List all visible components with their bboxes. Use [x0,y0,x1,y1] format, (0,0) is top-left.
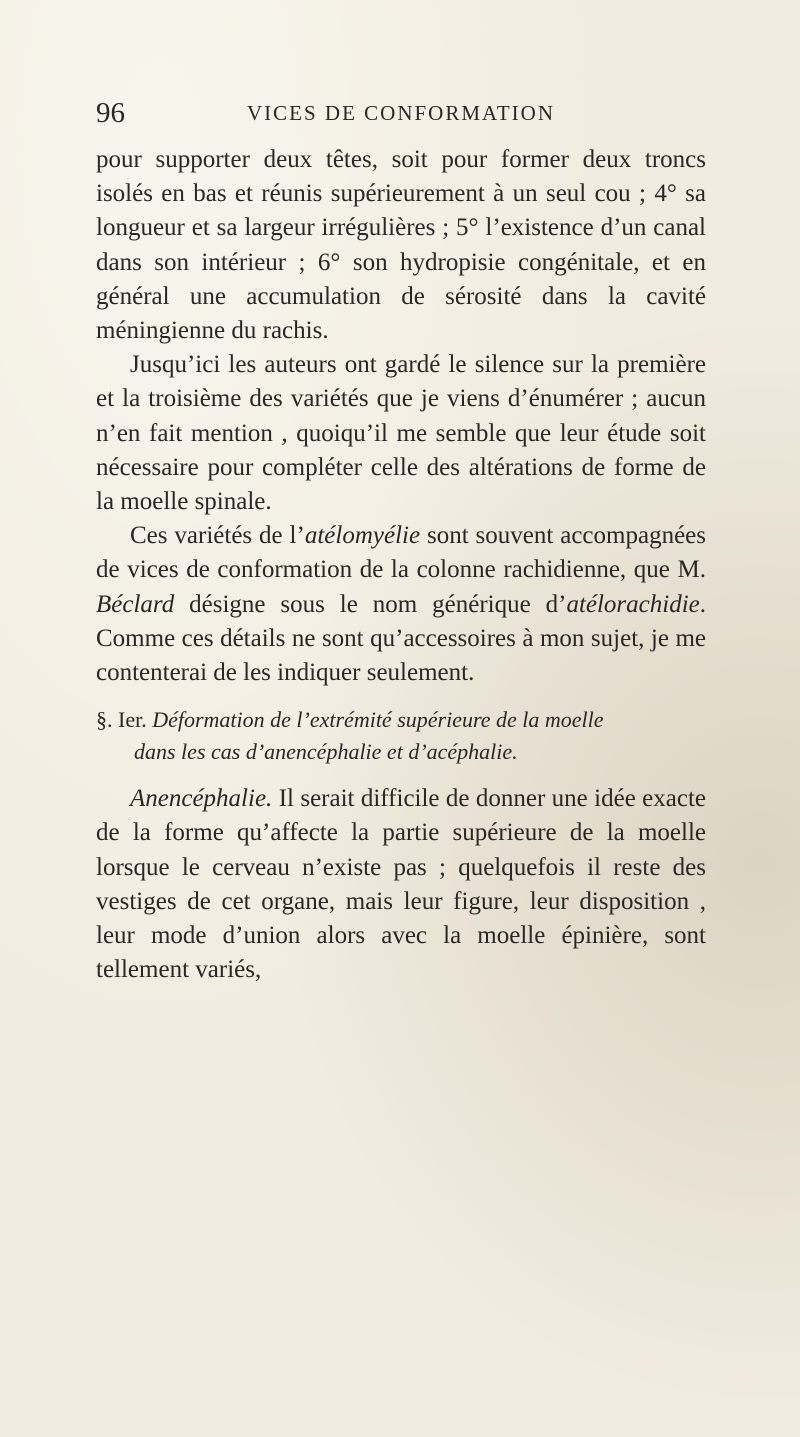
page-header [96,93,706,133]
section-heading [96,704,706,768]
section-title-line-2: dans les cas d’anencéphalie et d’acéphalie. [134,739,518,765]
paragraph-1: pour supporter deux têtes, soit pour former deux troncs isolés en bas et réunis supérieurement à un seul cou ; 4° sa longueur et sa largeur irrégulières ; 5° l’existence d’un canal dans son intérieur ; 6° son hydropisie congénitale, et en général une accumulation de sérosité dans la cavité méningienne du rachis. [96,146,706,345]
subsection-lead: Anencéphalie. [130,785,273,813]
paragraph-3-text-c: désigne sous le nom générique d’ [174,590,567,618]
running-title: VICES DE CONFORMATION [246,101,556,125]
paragraph-anencephalie-text: Il serait difficile de donner une idée exacte de la forme qu’affecte la partie supérieure de la moelle lorsque le cerveau n’existe pas ; quelquefois il reste des vestiges de cet organe, mais leur figure, leur disposition , leur mode d’union alors avec la moelle épinière, sont tellement variés, [96,785,706,984]
term-atelorachidie: atélorachidie [566,590,700,618]
paragraph-3-text-b: sont souvent accompagnées de vices de conformation de la colonne rachidienne, que M. [96,522,706,584]
section-title-line-1: Déformation de l’extrémité supérieure de la moelle [152,707,604,733]
term-atelomyelie: atélomyélie [304,522,421,550]
paragraph-2: Jusqu’ici les auteurs ont gardé le silence sur la première et la troisième des variétés que je viens d’énumérer ; aucun n’en fait mention , quoiqu’il me semble que leur étude soit nécessaire pour compléter celle des altérations de forme de la moelle spinale. [96,351,706,516]
section-number: §. Ier. [96,707,147,733]
paragraph-3-text-d: . Comme ces détails ne sont qu’accessoires à mon sujet, je me contenterai de les indiquer seulement. [96,590,706,687]
paragraph-anencephalie [96,782,706,987]
page-number: 96 [96,97,125,129]
body-text [96,143,706,987]
paragraph-3 [96,519,706,690]
name-beclard: Béclard [96,590,175,618]
paragraph-3-text-a: Ces variétés de l’ [130,522,305,550]
